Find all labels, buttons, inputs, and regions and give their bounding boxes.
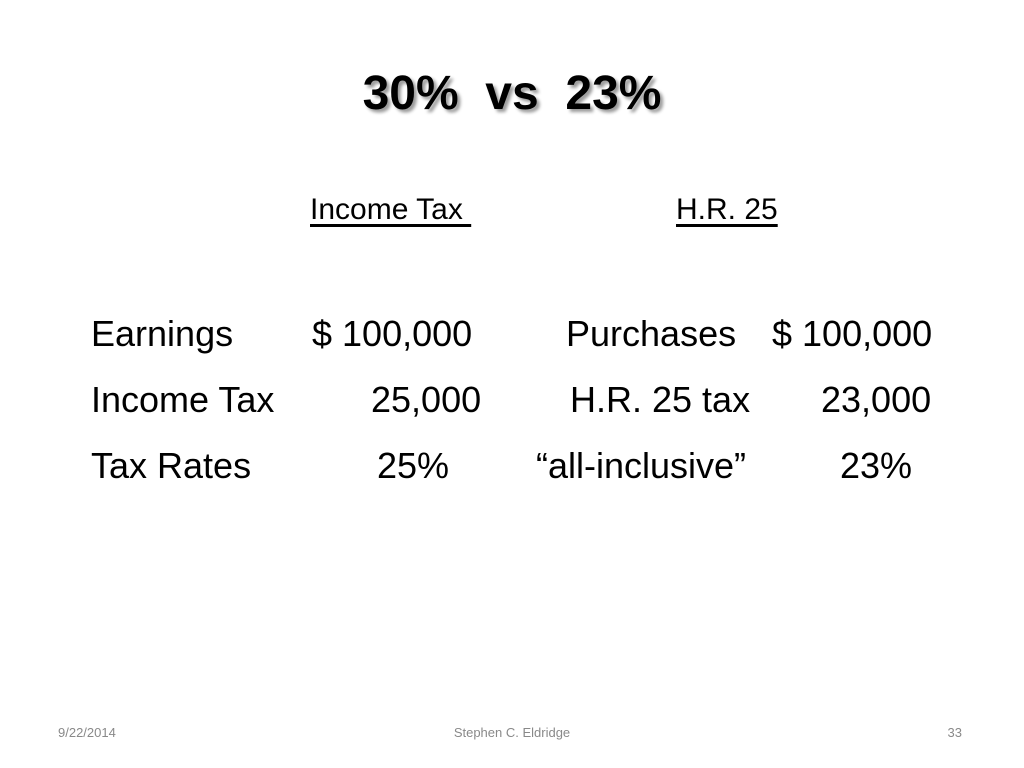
footer-author: Stephen C. Eldridge	[453, 725, 571, 740]
tax-rates-label: Tax Rates	[91, 445, 252, 486]
slide-title: 30% vs 23%	[362, 67, 662, 120]
earnings-label: Earnings	[91, 313, 234, 354]
earnings-value: $ 100,000	[312, 313, 473, 354]
income-tax-value: 25,000	[371, 379, 482, 420]
purchases-label: Purchases	[566, 313, 737, 354]
all-inclusive-value: 23%	[840, 445, 913, 486]
income-tax-header: Income Tax	[310, 193, 472, 226]
income-tax-label: Income Tax	[91, 379, 275, 420]
footer-date: 9/22/2014	[58, 725, 116, 740]
purchases-value: $ 100,000	[772, 313, 933, 354]
all-inclusive-label: “all-inclusive”	[536, 445, 747, 486]
hr25-header: H.R. 25	[676, 193, 778, 226]
hr25-tax-label: H.R. 25 tax	[570, 379, 751, 420]
tax-rates-value: 25%	[377, 445, 450, 486]
footer-page-number: 33	[947, 725, 962, 740]
hr25-tax-value: 23,000	[821, 379, 932, 420]
